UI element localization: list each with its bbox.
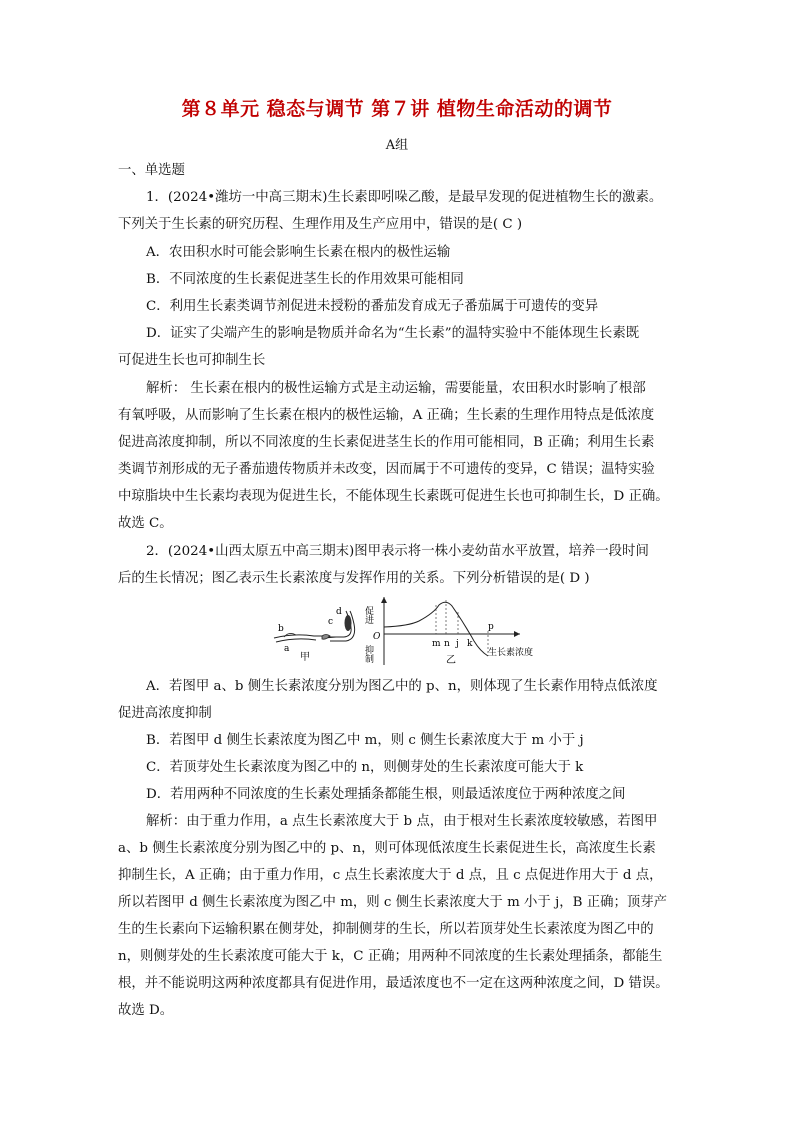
group-label: A组 [385, 138, 409, 153]
seedling-root [274, 635, 326, 638]
y-axis-arrow [381, 597, 387, 603]
caption-yi: 乙 [446, 655, 456, 666]
q1-analysis-line: 类调节剂形成的无子番茄遗传物质并未改变，因而属于不可遗传的变异，C 错误；温特实验 [118, 462, 655, 477]
q2-figure [264, 593, 564, 668]
q2-analysis-line: 所以若图甲 d 侧生长素浓度为图乙中 m，则 c 侧生长素浓度大于 m 小于 j，B 正确；顶芽产 [118, 895, 668, 910]
q1-stem-line1: 1．(2024•潍坊一中高三期末)生长素即吲哚乙酸，是最早发现的促进植物生长的激素。 [146, 190, 663, 205]
tick-m: m [432, 639, 441, 649]
q1-option-a: A．农田积水时可能会影响生长素在根内的极性运输 [146, 245, 451, 260]
label-promote: 促进 [363, 606, 373, 624]
tick-p: p [488, 622, 494, 632]
page-title: 第８单元 稳态与调节 第７讲 植物生命活动的调节 [181, 98, 613, 120]
q2-analysis-line: a、b 侧生长素浓度分别为图乙中的 p、n，则可体现低浓度生长素促进生长，高浓度生长素 [118, 841, 656, 856]
x-axis-label: 生长素浓度 [488, 648, 534, 658]
x-axis-arrow [514, 631, 520, 637]
q1-option-c: C．利用生长素类调节剂促进未授粉的番茄发育成无子番茄属于可遗传的变异 [146, 299, 599, 314]
plant-label-a: a [284, 644, 290, 654]
q1-option-b: B．不同浓度的生长素促进茎生长的作用效果可能相同 [146, 272, 464, 287]
caption-jia: 甲 [300, 652, 310, 663]
tick-n: n [444, 639, 450, 649]
q1-analysis-line: 中琼脂块中生长素均表现为促进生长，不能体现生长素既可促进生长也可抑制生长，D 正确。 [118, 489, 669, 504]
q2-analysis-line: 生的生长素向下运输积累在侧芽处，抑制侧芽的生长，所以若顶芽处生长素浓度为图乙中的 [118, 922, 654, 937]
seedling-root-lower [276, 639, 316, 642]
figure-jia [274, 607, 355, 663]
q2-analysis-line: 解析：由于重力作用，a 点生长素浓度大于 b 点，由于根对生长素浓度较敏感，若图甲 [146, 814, 658, 829]
q1-analysis-line: 故选 C。 [118, 516, 173, 531]
q1-option-d-line2: 可促进生长也可抑制生长 [118, 353, 266, 368]
q2-option-c: C．若顶芽处生长素浓度为图乙中的 n，则侧芽处的生长素浓度可能大于 k [146, 760, 584, 775]
q2-analysis-line: 根，并不能说明这两种浓度都具有促进作用，最适浓度也不一定在这两种浓度之间，D 错误。 [118, 976, 669, 991]
shoot-tip [345, 615, 352, 631]
q1-analysis-line: 有氧呼吸，从而影响了生长素在根内的极性运输，A 正确；生长素的生理作用特点是低浓度 [118, 408, 655, 423]
tick-j: j [456, 639, 459, 649]
q1-option-d-line1: D．证实了尖端产生的影响是物质并命名为“生长素”的温特实验中不能体现生长素既 [146, 326, 640, 341]
q2-analysis-line: 抑制生长，A 正确；由于重力作用，c 点生长素浓度大于 d 点，且 c 点促进作用大于 d 点， [118, 868, 663, 883]
q2-analysis-line: n，则侧芽处的生长素浓度可能大于 k，C 正确；用两种不同浓度的生长素处理插条，都能生 [118, 949, 663, 964]
label-inhibit: 抑制 [363, 645, 373, 663]
label-origin: O [373, 632, 381, 642]
q2-stem-line2: 后的生长情况；图乙表示生长素浓度与发挥作用的关系。下列分析错误的是( D ) [118, 571, 590, 586]
q1-analysis-line: 解析： 生长素在根内的极性运输方式是主动运输，需要能量，农田积水时影响了根部 [146, 381, 646, 396]
q2-option-a-line2: 促进高浓度抑制 [118, 706, 212, 721]
plant-label-b: b [278, 624, 284, 634]
q2-option-d: D．若用两种不同浓度的生长素处理插条都能生根，则最适浓度位于两种浓度之间 [146, 787, 626, 802]
figure-yi [363, 597, 533, 666]
q2-option-a-line1: A．若图甲 a、b 侧生长素浓度分别为图乙中的 p、n，则体现了生长素作用特点低浓度 [146, 679, 658, 694]
q1-stem-line2: 下列关于生长素的研究历程、生理作用及生产应用中，错误的是( C ) [118, 217, 523, 232]
q2-analysis-line: 故选 D。 [118, 1003, 174, 1018]
tick-k: k [467, 639, 473, 649]
section-heading: 一、单选题 [118, 163, 185, 178]
plant-label-c: c [328, 617, 334, 627]
plant-label-d: d [336, 607, 342, 617]
q2-stem-line1: 2．(2024•山西太原五中高三期末)图甲表示将一株小麦幼苗水平放置，培养一段时间 [146, 544, 649, 559]
q1-analysis-line: 促进高浓度抑制，所以不同浓度的生长素促进茎生长的作用可能相同，B 正确；利用生长素 [118, 435, 655, 450]
q2-option-b: B．若图甲 d 侧生长素浓度为图乙中 m，则 c 侧生长素浓度大于 m 小于 j [146, 733, 584, 748]
